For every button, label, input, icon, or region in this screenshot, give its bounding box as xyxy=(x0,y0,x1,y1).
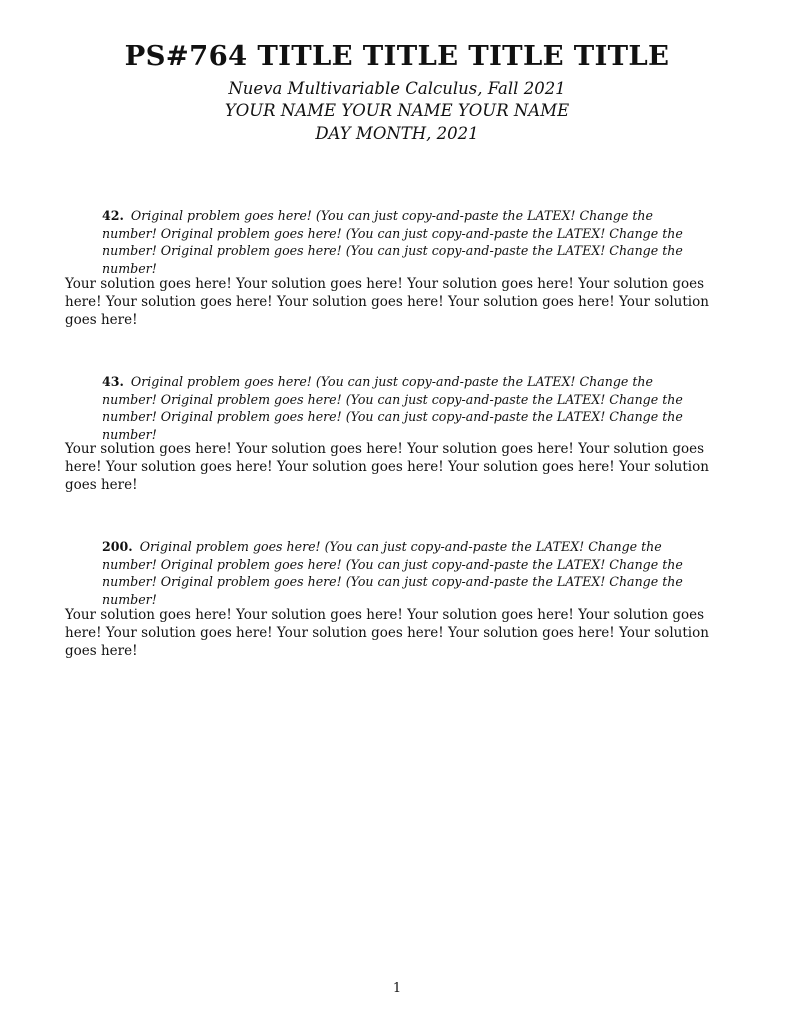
solution-text: Your solution goes here! Your solution goes here! Your solution goes here! Your solution goes here! Your solution goes here! Your solution goes here! Your solution goes here! Your solution goes here! xyxy=(65,441,709,493)
page-number: 1 xyxy=(392,981,402,996)
document-date: DAY MONTH, 2021 xyxy=(315,124,479,143)
problem-number: 200. xyxy=(102,539,133,554)
course-line: Nueva Multivariable Calculus, Fall 2021 xyxy=(228,79,566,98)
author-name: YOUR NAME YOUR NAME YOUR NAME xyxy=(224,101,570,120)
problem-statement xyxy=(102,207,702,277)
problem-text: Original problem goes here! (You can just copy-and-paste the LATEX! Change the number! Original problem goes here! (You can just copy-and-paste the LATEX! Change the number! Original problem goes here! (You can just copy-and-paste the LATEX! Change the number! xyxy=(102,539,683,607)
problem-text: Original problem goes here! (You can just copy-and-paste the LATEX! Change the number! Original problem goes here! (You can just copy-and-paste the LATEX! Change the number! Original problem goes here! (You can just copy-and-paste the LATEX! Change the number! xyxy=(102,208,683,276)
document-title: PS#764 TITLE TITLE TITLE TITLE xyxy=(124,40,670,72)
problem-statement xyxy=(102,373,702,443)
problem-number: 42. xyxy=(102,208,124,223)
solution-text: Your solution goes here! Your solution goes here! Your solution goes here! Your solution goes here! Your solution goes here! Your solution goes here! Your solution goes here! Your solution goes here! xyxy=(65,276,709,328)
problem-number: 43. xyxy=(102,374,124,389)
problem-text: Original problem goes here! (You can just copy-and-paste the LATEX! Change the number! Original problem goes here! (You can just copy-and-paste the LATEX! Change the number! Original problem goes here! (You can just copy-and-paste the LATEX! Change the number! xyxy=(102,374,683,442)
problem-statement xyxy=(102,538,702,608)
solution-text: Your solution goes here! Your solution goes here! Your solution goes here! Your solution goes here! Your solution goes here! Your solution goes here! Your solution goes here! Your solution goes here! xyxy=(65,607,709,659)
